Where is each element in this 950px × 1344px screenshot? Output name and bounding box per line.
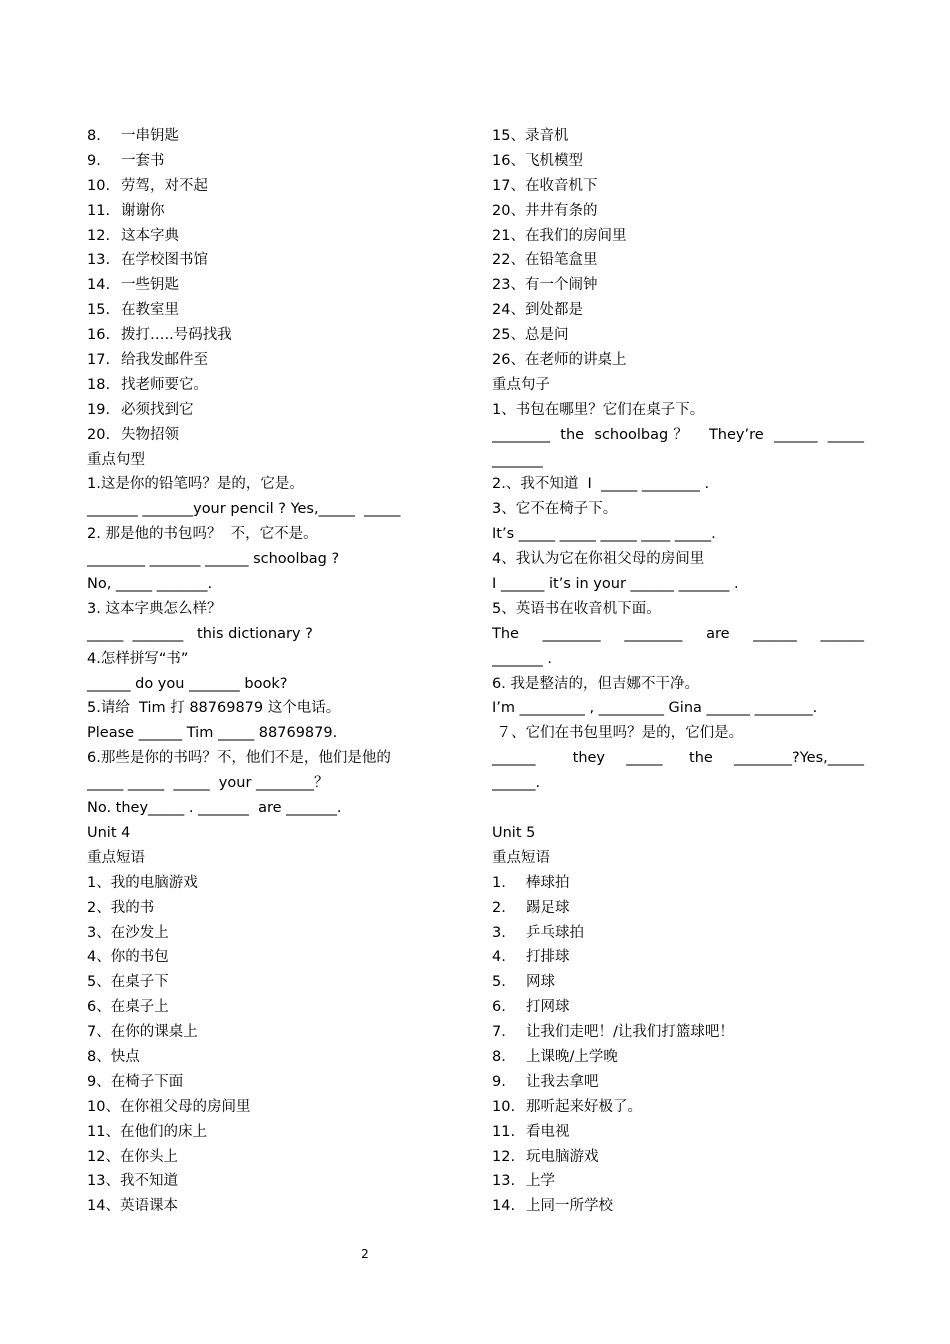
list-item — [492, 945, 864, 970]
unit5-heading: 重点短语 — [492, 849, 550, 866]
list-item — [87, 174, 437, 199]
item-number: 14. — [492, 1198, 516, 1215]
item-number: 10. — [492, 1098, 516, 1115]
phrase-list-part1 — [87, 124, 437, 448]
item-number: 9. — [87, 152, 101, 169]
list-item — [492, 1145, 864, 1170]
sentence-line: 3、它不在椅子下。 — [492, 501, 618, 518]
item-number: 1. — [492, 874, 506, 891]
item-text: 谢谢你 — [121, 202, 165, 219]
list-item: 6、在桌子上 — [87, 999, 169, 1016]
sentence-line: _____ _______ this dictionary ? — [87, 625, 313, 642]
list-item — [492, 995, 864, 1020]
sentence-line: ______ they _____ the ________?Yes,_____ — [492, 750, 864, 767]
item-text: 一套书 — [121, 152, 165, 169]
sentence-list — [492, 398, 864, 796]
item-text: 拨打…..号码找我 — [121, 327, 232, 344]
item-text: 让我去拿吧 — [526, 1073, 599, 1090]
list-item: 26、在老师的讲桌上 — [492, 352, 627, 369]
list-item: 14、英语课本 — [87, 1198, 178, 1215]
sentence-line: The ________ ________ are ______ ______ — [492, 625, 864, 642]
unit4-title: Unit 4 — [87, 824, 131, 841]
list-item: 20、井井有条的 — [492, 202, 598, 219]
list-item — [492, 1095, 864, 1120]
item-number: 16. — [87, 327, 111, 344]
list-item: 2、我的书 — [87, 899, 155, 916]
unit5-phrase-list — [492, 871, 864, 1219]
item-text: 这本字典 — [121, 227, 179, 244]
item-number: 12. — [492, 1148, 516, 1165]
sentence-line: No, _____ _______. — [87, 576, 213, 593]
sentence-line: ______ do you _______ book? — [87, 675, 288, 692]
sentence-list — [87, 472, 437, 820]
item-text: 在教室里 — [121, 302, 179, 319]
item-text: 失物招领 — [121, 426, 179, 443]
list-item — [87, 373, 437, 398]
list-item — [492, 1169, 864, 1194]
list-item: 9、在椅子下面 — [87, 1073, 184, 1090]
item-number: 11. — [492, 1123, 516, 1140]
item-number: 14. — [87, 277, 111, 294]
list-item: 12、在你头上 — [87, 1148, 178, 1165]
list-item — [492, 1194, 864, 1219]
sentence-line: 3. 这本字典怎么样？ — [87, 600, 222, 617]
sentence-line: 5、英语书在收音机下面。 — [492, 600, 661, 617]
list-item — [87, 248, 437, 273]
list-item: 4、你的书包 — [87, 949, 169, 966]
list-item — [87, 323, 437, 348]
sentence-line: No. they_____ . _______ are _______. — [87, 800, 342, 817]
list-item: 13、我不知道 — [87, 1173, 178, 1190]
list-item — [87, 423, 437, 448]
item-number: 20. — [87, 426, 111, 443]
list-item: 11、在他们的床上 — [87, 1123, 207, 1140]
list-item: 8、快点 — [87, 1048, 140, 1065]
item-text: 棒球拍 — [526, 874, 570, 891]
right-column — [492, 124, 864, 1219]
item-text: 找老师要它。 — [121, 376, 208, 393]
item-number: 13. — [492, 1173, 516, 1190]
list-item: 1、我的电脑游戏 — [87, 874, 198, 891]
list-item: 15、录音机 — [492, 128, 569, 144]
sentence-line: 4.怎样拼写“书” — [87, 650, 189, 667]
item-text: 劳驾，对不起 — [121, 177, 208, 194]
list-item — [87, 348, 437, 373]
item-number: 18. — [87, 376, 111, 393]
list-item: 17、在收音机下 — [492, 177, 598, 194]
sentence-line: _______ _______your pencil ? Yes,_____ _____ — [87, 501, 401, 518]
item-number: 7. — [492, 1024, 506, 1041]
list-item — [87, 273, 437, 298]
list-item — [87, 124, 437, 149]
list-item: 5、在桌子下 — [87, 974, 169, 991]
item-number: 11. — [87, 202, 111, 219]
sentence-line: 2.、我不知道 I _____ ________ . — [492, 476, 710, 493]
item-number: 6. — [492, 999, 506, 1016]
item-text: 上同一所学校 — [526, 1198, 613, 1215]
sentence-line: 6. 我是整洁的，但吉娜不干净。 — [492, 675, 699, 692]
sentence-line: _____ _____ _____ your ________？ — [87, 775, 329, 792]
list-item: 22、在铅笔盒里 — [492, 252, 598, 269]
sentence-line: ______. — [492, 775, 541, 792]
sentence-line: 1.这是你的铅笔吗？是的，它是。 — [87, 476, 304, 493]
item-text: 必须找到它 — [121, 401, 194, 418]
phrase-list-part2 — [492, 124, 864, 373]
item-number: 8. — [87, 128, 101, 144]
item-text: 踢足球 — [526, 899, 570, 916]
item-number: 4. — [492, 949, 506, 966]
item-number: 10. — [87, 177, 111, 194]
item-text: 乒乓球拍 — [526, 924, 584, 941]
item-text: 一串钥匙 — [121, 128, 179, 144]
list-item: 10、在你祖父母的房间里 — [87, 1098, 251, 1115]
list-item: 23、有一个闹钟 — [492, 277, 598, 294]
sentence-line: _______ — [492, 451, 543, 468]
item-number: 9. — [492, 1073, 506, 1090]
sentence-line: I ______ it’s in your ______ _______ . — [492, 576, 739, 593]
list-item — [492, 921, 864, 946]
item-text: 打排球 — [526, 949, 570, 966]
item-text: 看电视 — [526, 1123, 570, 1140]
left-column — [87, 124, 437, 1219]
item-text: 打网球 — [526, 999, 570, 1016]
list-item — [87, 398, 437, 423]
sentence-line: 2. 那是他的书包吗？ 不，它不是。 — [87, 526, 318, 543]
item-number: 13. — [87, 252, 111, 269]
list-item: 16、飞机模型 — [492, 152, 583, 169]
item-text: 让我们走吧！/让我们打篮球吧！ — [526, 1024, 734, 1041]
list-item — [492, 896, 864, 921]
sentence-line: ________ the schoolbag ？ They’re ______ _____ — [492, 426, 864, 443]
list-item — [87, 224, 437, 249]
list-item — [87, 149, 437, 174]
item-number: 5. — [492, 974, 506, 991]
list-item — [87, 298, 437, 323]
item-text: 那听起来好极了。 — [526, 1098, 642, 1115]
sentence-line: It’s _____ _____ _____ ____ _____. — [492, 526, 716, 543]
sentence-line: I’m _________ , _________ Gina ______ ________. — [492, 700, 818, 717]
list-item — [492, 970, 864, 995]
sentence-line: _______ . — [492, 650, 552, 667]
list-item — [87, 199, 437, 224]
item-text: 玩电脑游戏 — [526, 1148, 599, 1165]
list-item: 21、在我们的房间里 — [492, 227, 627, 244]
sentence-line: ７、它们在书包里吗？是的，它们是。 — [492, 725, 744, 742]
list-item: 3、在沙发上 — [87, 924, 169, 941]
item-number: 3. — [492, 924, 506, 941]
list-item — [492, 1070, 864, 1095]
sentence-line: 1、书包在哪里？它们在桌子下。 — [492, 401, 705, 418]
list-item: 24、到处都是 — [492, 302, 583, 319]
list-item — [492, 1045, 864, 1070]
sentences-heading: 重点句型 — [87, 451, 145, 468]
item-number: 2. — [492, 899, 506, 916]
item-text: 一些钥匙 — [121, 277, 179, 294]
unit4-heading: 重点短语 — [87, 849, 145, 866]
page-number: 2 — [361, 1247, 369, 1261]
sentence-line: 5.请给 Tim 打 88769879 这个电话。 — [87, 700, 341, 717]
unit5-title: Unit 5 — [492, 824, 536, 841]
list-item: 25、总是问 — [492, 327, 569, 344]
sentence-line: Please ______ Tim _____ 88769879. — [87, 725, 338, 742]
list-item — [492, 871, 864, 896]
unit4-phrase-list — [87, 871, 437, 1219]
list-item: 7、在你的课桌上 — [87, 1024, 198, 1041]
sentence-line: 6.那些是你的书吗？不，他们不是，他们是他的 — [87, 750, 391, 767]
item-number: 17. — [87, 352, 111, 369]
item-text: 给我发邮件至 — [121, 352, 208, 369]
item-number: 15. — [87, 302, 111, 319]
item-text: 在学校图书馆 — [121, 252, 208, 269]
item-text: 上学 — [526, 1173, 555, 1190]
list-item — [492, 1020, 864, 1045]
sentence-line: 4、我认为它在你祖父母的房间里 — [492, 551, 705, 568]
sentence-line: ________ _______ ______ schoolbag ? — [87, 551, 340, 568]
list-item — [492, 1120, 864, 1145]
item-number: 8. — [492, 1048, 506, 1065]
item-text: 网球 — [526, 974, 555, 991]
item-number: 19. — [87, 401, 111, 418]
sentences-heading: 重点句子 — [492, 376, 550, 393]
item-number: 12. — [87, 227, 111, 244]
item-text: 上课晚/上学晚 — [526, 1048, 618, 1065]
blank-line — [492, 796, 864, 821]
